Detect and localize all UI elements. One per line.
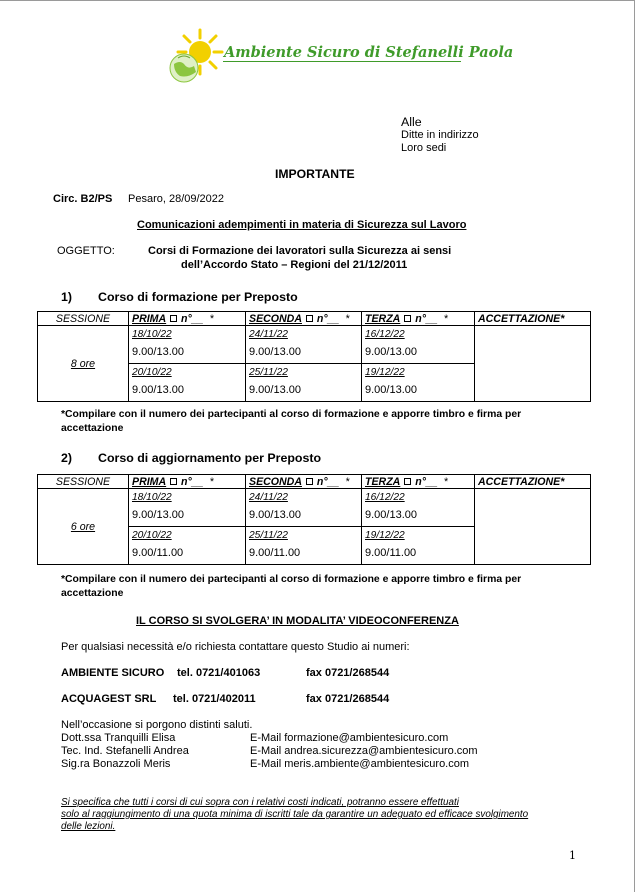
course2-r2-terza: 19/12/22 9.00/11.00 (362, 527, 475, 565)
course2-note-2: accettazione (61, 588, 124, 599)
course1-r1-terza: 16/12/22 9.00/13.00 (362, 326, 475, 364)
person-3-email[interactable]: E-Mail meris.ambiente@ambientesicuro.com (250, 758, 470, 770)
checkbox-icon (306, 478, 313, 485)
person-3-name: Sig.ra Bonazzoli Meris (61, 758, 171, 770)
course1-r2-prima: 20/10/22 9.00/13.00 (129, 364, 246, 402)
contact-1-name: AMBIENTE SICURO (61, 667, 165, 679)
course2-r1-terza: 16/12/22 9.00/13.00 (362, 489, 475, 527)
contact-1-fax: fax 0721/268544 (306, 667, 390, 679)
logo-text: Ambiente Sicuro di Stefanelli Paola (224, 44, 514, 61)
person-2-email[interactable]: E-Mail andrea.sicurezza@ambientesicuro.com (250, 745, 478, 757)
course2-title: Corso di aggiornamento per Preposto (98, 451, 322, 465)
prima-header: PRIMA n°__ * (129, 312, 246, 326)
communication-title: Comunicazioni adempimenti in materia di Sicurezza sul Lavoro (137, 219, 467, 231)
course2-r1-seconda: 24/11/22 9.00/13.00 (246, 489, 362, 527)
course1-r2-seconda: 25/11/22 9.00/13.00 (246, 364, 362, 402)
contact-intro: Per qualsiasi necessità e/o richiesta contattare questo Studio ai numeri: (61, 641, 410, 653)
footnote-line-1: Si specifica che tutti i corsi di cui sopra con i relativi costi indicati, potranno essere effettuati (61, 797, 459, 808)
circular-ref: Circ. B2/PS (53, 193, 113, 205)
course2-table (37, 474, 591, 565)
course2-accept-cell[interactable] (475, 489, 591, 565)
course2-number: 2) (61, 451, 73, 465)
checkbox-icon (404, 315, 411, 322)
course1-number: 1) (61, 290, 73, 304)
contact-1-tel: tel. 0721/401063 (177, 667, 261, 679)
recipient-line-3: Loro sedi (401, 142, 447, 154)
course1-session: 8 ore (38, 326, 129, 402)
checkbox-icon (306, 315, 313, 322)
subject-line-2: dell’Accordo Stato – Regioni del 21/12/2011 (181, 259, 408, 271)
place-date: Pesaro, 28/09/2022 (128, 193, 225, 205)
session-header: SESSIONE (38, 312, 129, 326)
page-number: 1 (569, 849, 576, 862)
person-1-email[interactable]: E-Mail formazione@ambientesicuro.com (250, 732, 449, 744)
footnote-line-2: solo al raggiungimento di una quota minima di iscritti tale da garantire un adeguato ed efficace svolgimento (61, 809, 529, 820)
contact-2-fax: fax 0721/268544 (306, 693, 390, 705)
course1-accept-cell[interactable] (475, 326, 591, 402)
recipient-line-2: Ditte in indirizzo (401, 129, 479, 141)
contact-2-name: ACQUAGEST SRL (61, 693, 157, 705)
course1-title: Corso di formazione per Preposto (98, 290, 298, 304)
seconda-header: SECONDA n°__ * (246, 312, 362, 326)
course1-r2-terza: 19/12/22 9.00/13.00 (362, 364, 475, 402)
greeting: Nell’occasione si porgono distinti saluti. (61, 719, 253, 731)
prima-header: PRIMA n°__ * (129, 475, 246, 489)
recipient-line-1: Alle (401, 115, 422, 129)
person-2-name: Tec. Ind. Stefanelli Andrea (61, 745, 189, 757)
course2-r1-prima: 18/10/22 9.00/13.00 (129, 489, 246, 527)
course2-r2-seconda: 25/11/22 9.00/11.00 (246, 527, 362, 565)
session-header: SESSIONE (38, 475, 129, 489)
course2-session: 6 ore (38, 489, 129, 565)
terza-header: TERZA n°__ * (362, 312, 475, 326)
logo-underline (223, 61, 461, 62)
terza-header: TERZA n°__ * (362, 475, 475, 489)
accept-header: ACCETTAZIONE* (475, 312, 591, 326)
subject-label: OGGETTO: (57, 245, 115, 257)
contact-2-tel: tel. 0721/402011 (173, 693, 256, 705)
checkbox-icon (170, 315, 177, 322)
course2-r2-prima: 20/10/22 9.00/11.00 (129, 527, 246, 565)
course1-note-2: accettazione (61, 423, 124, 434)
course1-table (37, 311, 591, 402)
checkbox-icon (170, 478, 177, 485)
person-1-name: Dott.ssa Tranquilli Elisa (61, 732, 176, 744)
checkbox-icon (404, 478, 411, 485)
course2-note-1: *Compilare con il numero dei partecipanti al corso di formazione e apporre timbro e firma per (61, 574, 522, 585)
mode-banner: IL CORSO SI SVOLGERA’ IN MODALITA’ VIDEOCONFERENZA (136, 615, 459, 627)
subject-line-1: Corsi di Formazione dei lavoratori sulla Sicurezza ai sensi (148, 245, 452, 257)
page-border-top (0, 0, 635, 1)
seconda-header: SECONDA n°__ * (246, 475, 362, 489)
sun-globe-logo-icon (166, 26, 228, 86)
course1-note-1: *Compilare con il numero dei partecipanti al corso di formazione e apporre timbro e firma per (61, 409, 522, 420)
page-heading: IMPORTANTE (275, 167, 355, 181)
accept-header: ACCETTAZIONE* (475, 475, 591, 489)
course1-r1-seconda: 24/11/22 9.00/13.00 (246, 326, 362, 364)
footnote-line-3: delle lezioni. (61, 821, 116, 832)
course1-r1-prima: 18/10/22 9.00/13.00 (129, 326, 246, 364)
